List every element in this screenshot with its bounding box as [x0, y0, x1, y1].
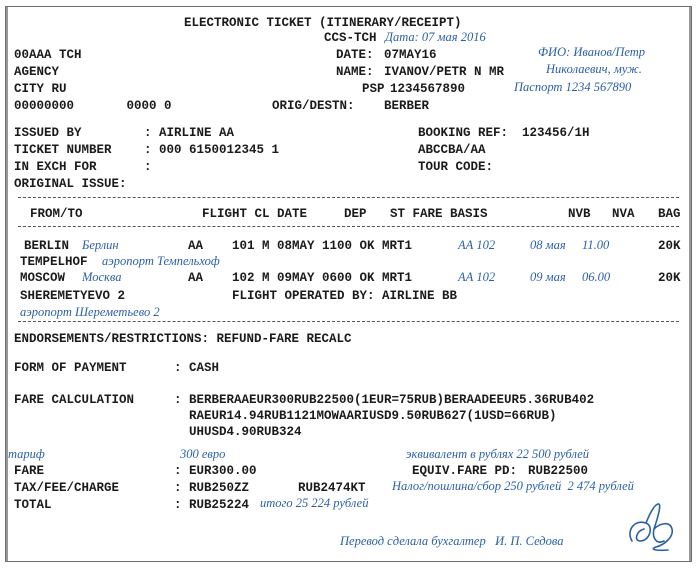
column-nva: NVA: [612, 207, 635, 221]
name-value: IVANOV/PETR N MR: [384, 65, 505, 79]
fio-translation-line2: Николаевич, муж.: [546, 62, 642, 76]
segment-airport-translation: аэропорт Шереметьево 2: [20, 305, 160, 319]
ticket-document: [5, 6, 692, 562]
tax-value-2: RUB2474KT: [298, 481, 366, 495]
tariff-translation: тариф: [8, 447, 45, 461]
segment-airline: AA: [188, 239, 204, 253]
column-dep: DEP: [344, 207, 367, 221]
payment-value: : CASH: [174, 361, 220, 375]
booking-ref-label: BOOKING REF:: [418, 126, 509, 140]
translator-note: Перевод сделала бухгалтер И. П. Седова: [340, 534, 564, 548]
itinerary-divider-bottom: [18, 321, 679, 322]
fare-calc-label: FARE CALCULATION: [14, 393, 135, 407]
segment-bag: 20K: [658, 271, 681, 285]
segment-city: MOSCOW: [20, 271, 66, 285]
name-label: NAME:: [336, 65, 374, 79]
ticket-number-value: : 000 6150012345 1: [144, 143, 280, 157]
segment-bag: 20K: [658, 239, 681, 253]
segment-city-translation: Берлин: [82, 238, 119, 252]
column-nvb: NVB: [568, 207, 591, 221]
equiv-fare-value: RUB22500: [528, 464, 589, 478]
date-translation: Дата: 07 мая 2016: [385, 30, 486, 44]
office-code: CCS-TCH: [324, 31, 377, 45]
psp-label: PSP: [362, 82, 385, 96]
issued-by-label: ISSUED BY: [14, 126, 82, 140]
segment-time-translation: 11.00: [582, 238, 610, 252]
itinerary-divider-header: [18, 226, 679, 227]
booking-ref-value: 123456/1H: [522, 126, 590, 140]
segment-city-translation: Москва: [82, 270, 122, 284]
column-flight-cl-date: FLIGHT CL DATE: [202, 207, 308, 221]
psp-value: 1234567890: [390, 82, 466, 96]
fare-calc-line1: : BERBERAAEUR300RUB22500(1EUR=75RUB)BERAADEEUR5.36RUB402: [174, 393, 595, 407]
segment-airport-translation: аэропорт Темпельхоф: [102, 254, 220, 268]
date-value: 07MAY16: [384, 48, 437, 62]
exch-for-label: IN EXCH FOR: [14, 160, 97, 174]
ticket-number-label: TICKET NUMBER: [14, 143, 112, 157]
agency-code: 00AAA TCH: [14, 48, 82, 62]
fare-value: : EUR300.00: [174, 464, 257, 478]
segment-city: BERLIN: [24, 239, 70, 253]
original-issue-label: ORIGINAL ISSUE:: [14, 177, 127, 191]
fare-label: FARE: [14, 464, 45, 478]
segment-flight-translation: АА 102: [458, 270, 496, 284]
fio-translation-line1: ФИО: Иванов/Петр: [538, 45, 646, 59]
equiv-fare-label: EQUIV.FARE PD:: [412, 464, 518, 478]
paper-left-edge: [6, 7, 8, 561]
tax-value: : RUB250ZZ: [174, 481, 250, 495]
signature-icon: [624, 501, 682, 555]
segment-airline: AA: [188, 271, 204, 285]
fare-calc-line3: UHUSD4.90RUB324: [174, 425, 302, 439]
endorsements: ENDORSEMENTS/RESTRICTIONS: REFUND-FARE RECALC: [14, 332, 352, 346]
segment-details: 101 M 08MAY 1100 OK MRT1: [232, 239, 413, 253]
equiv-translation: эквивалент в рублях 22 500 рублей: [406, 447, 590, 461]
segment-date-translation: 09 мая: [530, 270, 566, 284]
issued-by-value: : AIRLINE AA: [144, 126, 235, 140]
total-label: TOTAL: [14, 498, 52, 512]
passport-translation: Паспорт 1234 567890: [514, 80, 632, 94]
agency-label: AGENCY: [14, 65, 60, 79]
segment-details: 102 M 09MAY 0600 OK MRT1: [232, 271, 413, 285]
segment-flight-translation: АА 102: [458, 238, 496, 252]
column-bag: BAG: [658, 207, 681, 221]
column-from-to: FROM/TO: [30, 207, 83, 221]
payment-label: FORM OF PAYMENT: [14, 361, 127, 375]
segment-airport: TEMPELHOF: [20, 255, 88, 269]
date-label: DATE:: [336, 48, 374, 62]
itinerary-divider-top: [18, 197, 679, 198]
agency-city: CITY RU: [14, 82, 67, 96]
total-translation: итого 25 224 рублей: [260, 496, 369, 510]
agency-numbers: 00000000 0000 0: [14, 99, 172, 113]
eur-translation: 300 евро: [180, 447, 226, 461]
orig-destn-label: ORIG/DESTN:: [272, 99, 355, 113]
paper-right-edge: [689, 7, 691, 561]
segment-date-translation: 08 мая: [530, 238, 566, 252]
orig-destn-value: BERBER: [384, 99, 430, 113]
tax-label: TAX/FEE/CHARGE: [14, 481, 120, 495]
exch-for-value: :: [144, 160, 152, 174]
column-st-fare-basis: ST FARE BASIS: [390, 207, 488, 221]
segment-operated-by: FLIGHT OPERATED BY: AIRLINE BB: [232, 289, 458, 303]
booking-code: ABCCBA/AA: [418, 143, 486, 157]
tour-code-label: TOUR CODE:: [418, 160, 494, 174]
fare-calc-line2: RAEUR14.94RUB1121MOWAARIUSD9.50RUB627(1USD=66RUB): [174, 409, 557, 423]
total-value: : RUB25224: [174, 498, 250, 512]
ticket-title: ELECTRONIC TICKET (ITINERARY/RECEIPT): [184, 16, 462, 30]
segment-airport: SHEREMETYEVO 2: [20, 289, 126, 303]
segment-time-translation: 06.00: [582, 270, 611, 284]
tax-translation: Налог/пошлина/сбор 250 рублей 2 474 рублей: [392, 479, 634, 493]
